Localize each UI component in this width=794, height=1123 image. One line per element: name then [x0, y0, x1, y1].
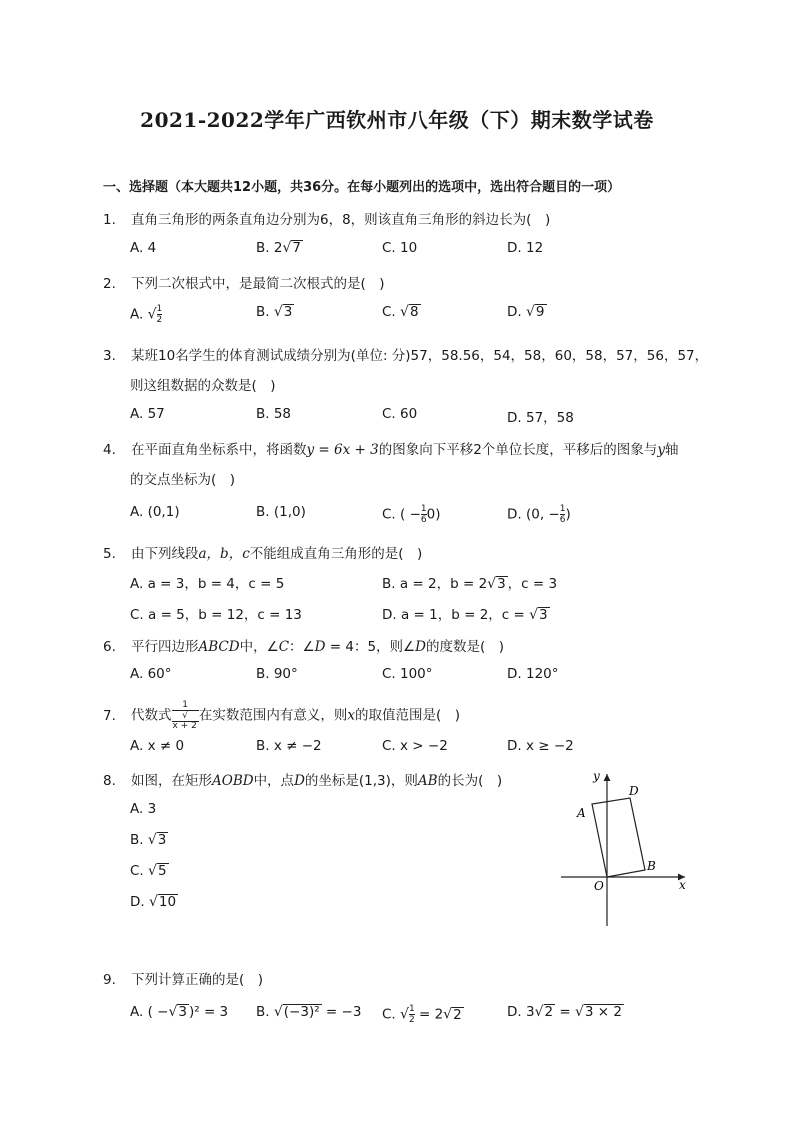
option-a-text: )² = 3 — [188, 1004, 229, 1020]
radical-sign: √ — [529, 607, 539, 623]
option-b-text: B. a = 2，b = 2 — [382, 576, 488, 592]
radical-sign: √ — [273, 304, 283, 320]
radicand: 7 — [292, 240, 301, 256]
option-a[interactable]: A. a = 3，b = 4，c = 5 — [130, 576, 285, 592]
radical-sign: √ — [282, 240, 292, 256]
var: D — [294, 773, 305, 789]
option-d-text: = — [555, 1004, 575, 1020]
stem-text: 的坐标是(1,3)，则 — [304, 773, 418, 789]
rectangle-aobd — [592, 798, 645, 877]
rectangle-figure — [555, 764, 695, 934]
denominator: 2 — [408, 1015, 415, 1025]
var: D — [415, 639, 426, 655]
radical-sign: √ — [147, 832, 157, 848]
radical-sign: √ — [534, 1004, 544, 1020]
question-6 — [103, 635, 504, 655]
shape-name: AOBD — [212, 773, 254, 789]
option-c[interactable] — [382, 1004, 464, 1025]
option-d[interactable]: D. 120° — [507, 666, 559, 682]
label-b: B — [647, 859, 656, 873]
radical-sign: √ — [400, 304, 409, 320]
option-c-text: C. — [382, 304, 401, 320]
stem-text: 在实数范围内有意义，则 — [198, 707, 348, 724]
radical-sign: √ — [400, 1006, 409, 1023]
option-c[interactable]: C. 10 — [382, 240, 418, 256]
stem-text: 的图象向下平移2个单位长度，平移后的图象与 — [378, 442, 658, 458]
var: D — [314, 639, 326, 655]
denominator: 2 — [156, 315, 163, 325]
question-4 — [103, 438, 678, 458]
stem-text: 如图，在矩形 — [131, 773, 212, 789]
label-x: x — [679, 878, 686, 892]
fraction — [172, 700, 199, 731]
question-4-stem-line2: 的交点坐标为( ) — [130, 472, 236, 488]
question-7 — [103, 700, 460, 731]
var-x: x — [347, 707, 355, 724]
stem-text: 轴 — [664, 442, 679, 458]
radical-sign: √ — [147, 306, 157, 323]
label-a: A — [577, 806, 586, 820]
option-d-text: D. — [507, 304, 526, 320]
option-d[interactable] — [507, 504, 571, 525]
option-c-text: C. — [382, 1006, 401, 1023]
option-c[interactable]: C. x > −2 — [382, 738, 448, 754]
radicand: 3 × 2 — [584, 1004, 622, 1020]
option-b[interactable] — [256, 304, 294, 320]
option-a-text: A. — [130, 306, 148, 323]
question-stem: 下列计算正确的是( ) — [131, 972, 264, 988]
radical-sign: √ — [168, 1004, 178, 1020]
option-d-text: D. a = 1，b = 2，c = — [382, 607, 530, 623]
option-d-text: D. (0, − — [507, 506, 560, 523]
radical-sign: √ — [443, 1006, 453, 1023]
option-c[interactable] — [130, 863, 169, 879]
radicand: 10 — [158, 894, 177, 910]
option-c[interactable] — [382, 304, 421, 320]
option-d[interactable] — [507, 304, 547, 320]
option-c[interactable] — [382, 504, 440, 525]
denominator: 6 — [420, 515, 427, 525]
stem-text: 平行四边形 — [131, 639, 199, 655]
page-title: 2021-2022学年广西钦州市八年级（下）期末数学试卷 — [140, 108, 654, 132]
question-number: 2. — [103, 276, 116, 292]
numerator: 1 — [156, 304, 163, 314]
option-b[interactable] — [382, 572, 557, 592]
radicand: 3 — [497, 576, 506, 592]
question-number: 9. — [103, 972, 116, 988]
option-b[interactable] — [256, 240, 303, 256]
radicand: 8 — [409, 304, 419, 320]
question-stem: 直角三角形的两条直角边分别为6，8，则该直角三角形的斜边长为( ) — [131, 212, 551, 228]
option-c-text: C. — [130, 863, 149, 879]
stem-text: ：∠ — [289, 639, 315, 655]
var-y: y — [657, 442, 665, 458]
option-b-text: B. — [256, 1004, 274, 1020]
radicand: x + 2 — [172, 721, 197, 731]
radical-sign: √ — [575, 1004, 584, 1020]
option-a[interactable]: A. 3 — [130, 801, 157, 817]
question-3-stem-line2: 则这组数据的众数是( ) — [130, 378, 276, 394]
segment: AB — [417, 773, 438, 789]
question-stem: 下列二次根式中，是最简二次根式的是( ) — [131, 276, 385, 292]
option-c-text: = 2 — [414, 1006, 444, 1023]
option-b[interactable] — [256, 1004, 361, 1020]
option-d-text: ) — [565, 506, 571, 523]
option-d[interactable]: D. 12 — [507, 240, 544, 256]
option-c[interactable]: C. a = 5，b = 12，c = 13 — [130, 607, 302, 623]
stem-text: 的取值范围是( ) — [354, 707, 460, 724]
fraction — [157, 304, 163, 325]
question-number: 4. — [103, 442, 116, 458]
radicand: 3 — [157, 832, 167, 848]
option-d[interactable] — [130, 894, 178, 910]
radicand: 5 — [157, 863, 167, 879]
numerator: 1 — [420, 504, 427, 514]
question-5 — [103, 542, 422, 562]
stem-text: 在平面直角坐标系中，将函数 — [131, 442, 307, 458]
question-9 — [103, 968, 263, 988]
option-b[interactable] — [130, 832, 168, 848]
question-1 — [103, 208, 550, 228]
option-b-text: B. — [130, 832, 148, 848]
numerator: 1 — [408, 1004, 415, 1014]
radicand: 3 — [539, 607, 548, 623]
radicand: 3 — [283, 304, 293, 320]
radical-sign: √ — [487, 576, 497, 592]
label-y: y — [593, 769, 600, 783]
question-3 — [103, 344, 708, 364]
question-2 — [103, 272, 385, 292]
option-b[interactable]: B. (1,0) — [256, 504, 306, 520]
stem-text: 代数式 — [131, 707, 172, 724]
stem-text: 的度数是( ) — [425, 639, 505, 655]
option-a[interactable]: A. x ≠ 0 — [130, 738, 185, 754]
option-c[interactable]: C. 60 — [382, 406, 418, 422]
radical-sign: √ — [273, 1004, 283, 1020]
option-d-text: D. 3 — [507, 1004, 535, 1020]
question-stem: 某班10名学生的体育测试成绩分别为(单位: 分)57，58.56，54，58，60，58，57，56，57， — [131, 348, 709, 364]
question-number: 6. — [103, 639, 116, 655]
option-a-text: A. ( − — [130, 1004, 169, 1020]
option-b-text: = −3 — [321, 1004, 362, 1020]
option-a[interactable] — [130, 1004, 228, 1020]
radical-sign: √ — [148, 863, 157, 879]
option-a[interactable]: A. 4 — [130, 240, 157, 256]
question-number: 1. — [103, 212, 116, 228]
question-number: 3. — [103, 348, 116, 364]
option-a[interactable]: A. (0,1) — [130, 504, 180, 520]
denominator: 6 — [559, 515, 566, 525]
radicand: (−3)² — [283, 1004, 320, 1020]
numerator: 1 — [559, 504, 566, 514]
option-c-text: C. ( − — [382, 506, 421, 523]
radicand: 2 — [453, 1006, 462, 1023]
variables: a，b，c — [198, 546, 250, 562]
var: C — [278, 639, 290, 655]
option-b-text: B. 2 — [256, 240, 283, 256]
option-b-text: ，c = 3 — [507, 576, 558, 592]
option-d[interactable]: D. 57，58 — [507, 410, 574, 426]
radical-sign: √ — [525, 304, 535, 320]
option-a[interactable]: A. 60° — [130, 666, 172, 682]
stem-text: 中，点 — [253, 773, 295, 789]
section-heading: 一、选择题（本大题共12小题，共36分。在每小题列出的选项中，选出符合题目的一项） — [103, 180, 621, 195]
label-d: D — [629, 784, 639, 798]
option-c[interactable]: C. 100° — [382, 666, 433, 682]
option-d[interactable] — [382, 603, 550, 623]
radicand: 2 — [544, 1004, 554, 1020]
stem-text: 的长为( ) — [437, 773, 503, 789]
numerator: 1 — [182, 700, 189, 710]
option-c-text: 0) — [426, 506, 441, 523]
option-a[interactable]: A. 57 — [130, 406, 165, 422]
shape-name: ABCD — [198, 639, 240, 655]
stem-text: = 4：5，则∠ — [325, 639, 416, 655]
option-b[interactable]: B. 90° — [256, 666, 298, 682]
stem-text: 由下列线段 — [131, 546, 199, 562]
option-b[interactable]: B. 58 — [256, 406, 292, 422]
radicand: 3 — [178, 1004, 187, 1020]
question-number: 7. — [103, 707, 116, 724]
function-expression: y = 6x + 3 — [306, 442, 379, 458]
radicand: 9 — [535, 304, 545, 320]
option-d-text: D. — [130, 894, 149, 910]
option-b[interactable]: B. x ≠ −2 — [256, 738, 322, 754]
denominator — [172, 710, 199, 731]
option-d[interactable] — [507, 1004, 624, 1020]
radical-sign: √ — [148, 894, 158, 910]
option-a[interactable] — [130, 304, 162, 325]
stem-text: 中，∠ — [239, 639, 279, 655]
label-o: O — [594, 879, 604, 893]
option-d[interactable]: D. x ≥ −2 — [507, 738, 574, 754]
question-number: 5. — [103, 546, 116, 562]
option-b-text: B. — [256, 304, 274, 320]
question-8 — [103, 769, 502, 789]
stem-text: 不能组成直角三角形的是( ) — [249, 546, 423, 562]
question-number: 8. — [103, 773, 116, 789]
radical-sign: √ — [182, 711, 189, 721]
